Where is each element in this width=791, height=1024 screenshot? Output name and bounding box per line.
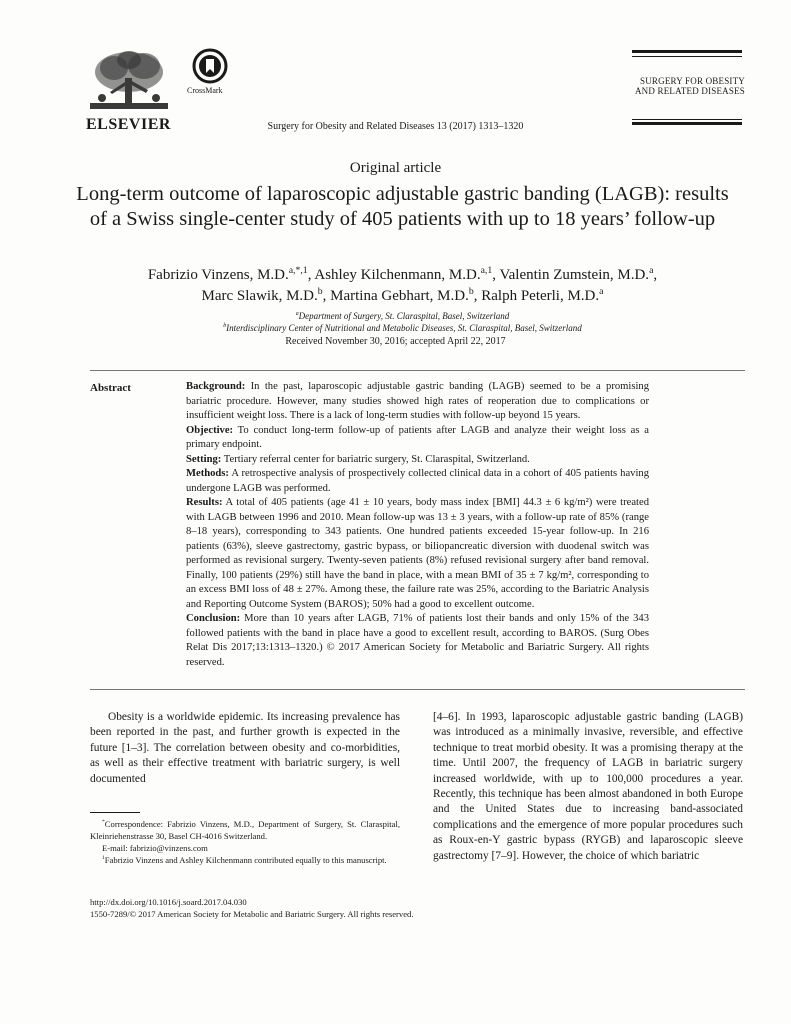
brand-rule-top xyxy=(632,50,742,53)
abstract-section: Background: In the past, laparoscopic adjustable gastric banding (LAGB) seemed to be a promising bariatric procedure. However, many studies showed high rates of reoperation due to complications or insufficient weight loss. There is a lack of long-term studies with follow-up beyond 15 years. xyxy=(186,381,649,421)
article-title: Long-term outcome of laparoscopic adjustable gastric banding (LAGB): results of a Swiss single-center study of 405 patients with up to 18 years’ follow-up xyxy=(76,183,729,230)
abstract-rule-top xyxy=(90,370,745,371)
abstract-rule-bottom xyxy=(90,689,745,690)
abstract-section: Methods: A retrospective analysis of prospectively collected clinical data in a cohort of 405 patients having undergone LAGB was performed. xyxy=(186,468,649,494)
author-affiliation-mark: b xyxy=(317,286,323,297)
affiliation-line: $^a$Department of Surgery, St. Claraspital, Basel, Switzerland xyxy=(295,311,510,321)
author-affiliation-mark: b xyxy=(468,286,474,297)
body-paragraph: [4–6]. In 1993, laparoscopic adjustable gastric banding (LAGB) was introduced as a minimally invasive, reversible, and effective technique to treat morbid obesity. It was a promising therapy at the time. Until 2007, the frequency of LAGB in bariatric surgery increased worldwide, with up to 100,000 procedures a year. Recently, this technique has been almost abandoned in both Europe and the United States due to increasing band-associated complications and the emergence of more popular procedures such as Roux-en-Y gastric bypass (RYGB) and laparoscopic sleeve gastrectomy [7–9]. However, the choice of which bariatric xyxy=(433,711,743,862)
brand-rule-top-thin xyxy=(632,56,742,57)
received-dates: Received November 30, 2016; accepted April 22, 2017 xyxy=(285,336,506,347)
abstract-section: Conclusion: More than 10 years after LAGB, 71% of patients lost their bands and only 15% of the 343 followed patients with the band in place have a good to excellent result, according to BAROS. (Surg Obes Relat Dis 2017;13:1313–1320.) © 2017 American Society for Metabolic and Bariatric Surgery. All rights reserved. xyxy=(186,613,649,668)
abstract-section-label: Background: xyxy=(186,381,246,392)
abstract-section-label: Results: xyxy=(186,497,223,508)
footnote-rule xyxy=(90,812,140,813)
author-list: Fabrizio Vinzens, M.D.$^{a,*,1}$, Ashley Kilchenmann, M.D.$^{a,1}$, Valentin Zumstein, M.D.$^a$, Marc Slawik, M.D.$^b$, Martina Gebhart, M.D.$^b$, Ralph Peterli, M.D.$^a$ xyxy=(147,265,658,304)
abstract-section-label: Methods: xyxy=(186,468,229,479)
author-name: Fabrizio Vinzens, M.D. xyxy=(147,267,289,283)
body-column-right xyxy=(433,710,743,864)
elsevier-tree-logo xyxy=(88,48,170,112)
abstract-section: Setting: Tertiary referral center for bariatric surgery, St. Claraspital, Switzerland. xyxy=(186,453,530,465)
abstract-section-label: Objective: xyxy=(186,424,234,436)
doi-link[interactable]: http://dx.doi.org/10.1016/j.soard.2017.04.030 xyxy=(90,897,247,907)
author-name: Martina Gebhart, M.D. xyxy=(330,288,469,304)
abstract-heading: Abstract xyxy=(90,382,131,394)
article-type: Original article xyxy=(349,160,442,176)
footnote: *Correspondence: Fabrizio Vinzens, M.D., Department of Surgery, St. Claraspital, Kleinriehenstrasse 30, Basel CH-4016 Switzerland. xyxy=(90,819,400,841)
doi-block xyxy=(90,896,413,920)
abstract-section: Objective: To conduct long-term follow-up of patients after LAGB and analyze their weight loss as a primary endpoint. xyxy=(186,424,649,450)
brand-rule-bottom-thin xyxy=(632,119,742,120)
abstract-section: Results: A total of 405 patients (age 41 ± 10 years, body mass index [BMI] 44.3 ± 6 kg/m²) were treated with LAGB between 1996 and 2010. Mean follow-up was 13 ± 3 years, with a follow-up rate of 85% (range 8–18 years), corresponding to 343 patients. One hundred patients exceeded 15-year follow-up. In 216 patients (63%), sleeve gastrectomy, gastric bypass, or biliopancreatic diversion with duodenal switch was performed as revisional surgery. Twenty-seven patients (8%) refused revisional surgery after band removal. Finally, 100 patients (29%) still have the band in place, with a mean BMI of 35 ± 7 kg/m², corresponding to an excess BMI loss of 48 ± 27%. Among these, the failure rate was 25%, according to the Bariatric Analysis and Reporting Outcome System (BAROS); 50% had a good to excellent outcome. xyxy=(186,497,649,610)
footnote: $^1$Fabrizio Vinzens and Ashley Kilchenmann contributed equally to this manuscript. xyxy=(102,855,387,865)
journal-brand-line2: AND RELATED DISEASES xyxy=(634,86,745,96)
body-column-left xyxy=(90,710,400,787)
body-paragraph: Obesity is a worldwide epidemic. Its increasing prevalence has been reported in the past, and further growth is expected in the future [1–3]. The correlation between obesity and co-morbidities, as well as their effective treatment with bariatric surgery, is well documented xyxy=(90,711,400,785)
abstract-section-label: Setting: xyxy=(186,453,222,465)
journal-brand-line1: SURGERY FOR OBESITY xyxy=(640,76,745,86)
footnotes xyxy=(90,818,400,866)
author-affiliation-mark: a,1 xyxy=(480,265,493,276)
affiliations xyxy=(80,310,725,334)
crossmark-icon[interactable] xyxy=(192,48,228,84)
author-name: Ashley Kilchenmann, M.D. xyxy=(314,267,481,283)
footnote: E-mail: fabrizio@vinzens.com xyxy=(102,843,208,853)
journal-brand xyxy=(600,76,745,96)
abstract-section-label: Conclusion: xyxy=(186,613,241,624)
author-name: Ralph Peterli, M.D. xyxy=(481,288,600,304)
abstract-body xyxy=(186,380,649,670)
author-affiliation-mark: a,*,1 xyxy=(288,265,308,276)
journal-citation: Surgery for Obesity and Related Diseases 13 (2017) 1313–1320 xyxy=(267,121,524,132)
affiliation-line: $^b$Interdisciplinary Center of Nutritional and Metabolic Diseases, St. Claraspital, Basel, Switzerland xyxy=(223,323,582,333)
author-name: Valentin Zumstein, M.D. xyxy=(499,267,650,283)
crossmark-label: CrossMark xyxy=(187,86,223,95)
publisher-name: ELSEVIER xyxy=(86,116,171,133)
copyright-line: 1550-7289/© 2017 American Society for Metabolic and Bariatric Surgery. All rights reserved. xyxy=(90,909,414,919)
author-name: Marc Slawik, M.D. xyxy=(201,288,318,304)
author-affiliation-mark: a xyxy=(599,286,604,297)
author-affiliation-mark: a xyxy=(649,265,654,276)
